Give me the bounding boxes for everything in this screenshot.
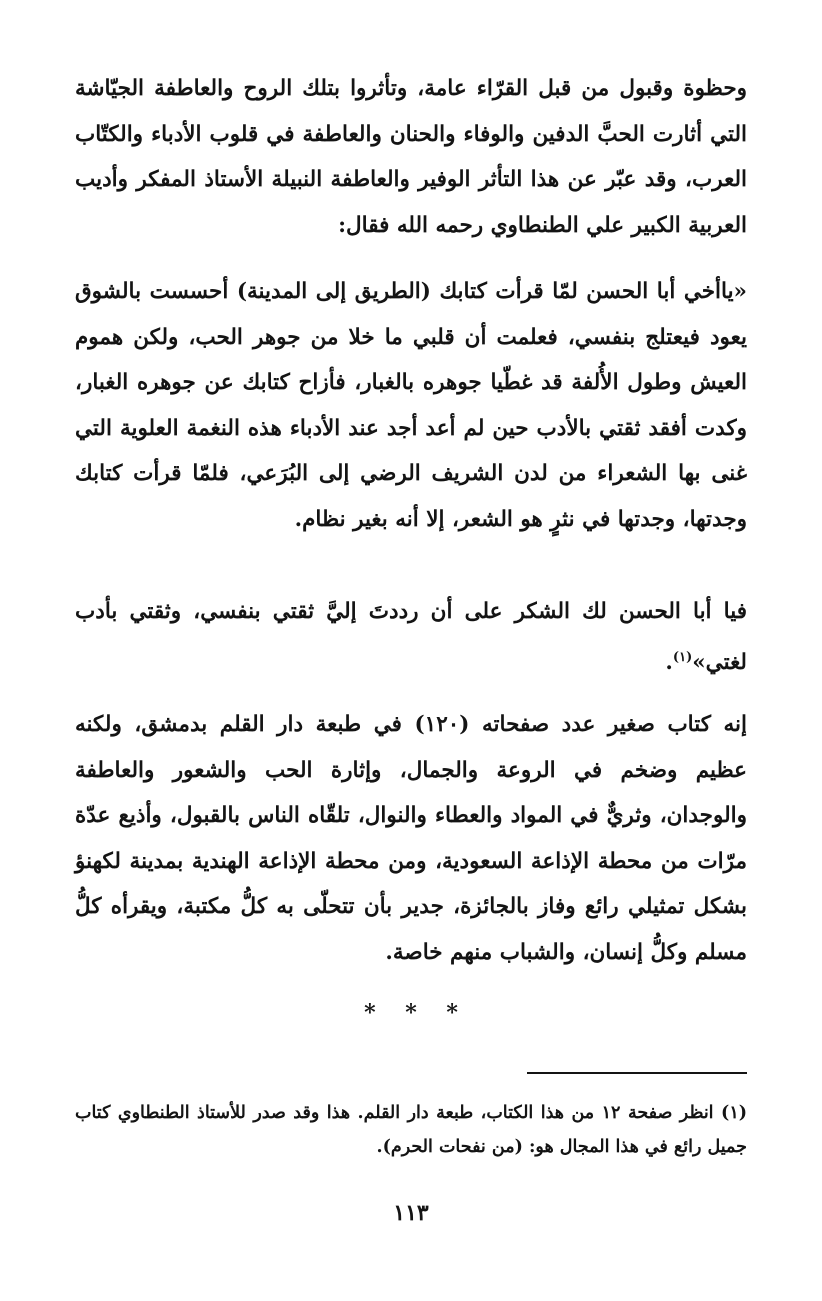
quote-closing-text: فيا أبا الحسن لك الشكر على أن رددتَ إليَّ ثقتي بنفسي، وثقتي بأدب لغتي» [75, 599, 747, 675]
page-number: ١١٣ [393, 1200, 429, 1226]
footnote-reference: (١) [672, 649, 693, 665]
paragraph-text: إنه كتاب صغير عدد صفحاته (١٢٠) في طبعة دار القلم بدمشق، ولكنه عظيم وضخم في الروعة والجمال، وإثارة الحب والشعور والعاطفة والوجدان، وثريٌّ في المواد والعطاء والنوال، تلقّاه الناس بالقبول، وأذيع عدّة مرّات من محطة الإذاعة السعودية، ومن محطة الإذاعة الهندية بمدينة لكهنؤ بشكل تمثيلي رائع وفاز بالجائزة، جدير بأن تتحلّى به كلُّ مكتبة، ويقرأه كلُّ مسلم وكلُّ إنسان، والشباب منهم خاصة. [75, 712, 747, 965]
footnote-divider [527, 1072, 747, 1074]
section-separator: * * * [364, 1000, 458, 1026]
paragraph-text: وحظوة وقبول من قبل القرّاء عامة، وتأثروا بتلك الروح والعاطفة الجيّاشة التي أثارت الحبَّ الدفين والوفاء والحنان والعاطفة في قلوب الأدباء والكتّاب العرب، وقد عبّر عن هذا التأثر الوفير والعاطفة النبيلة الأستاذ المفكر وأديب العربية الكبير علي الطنطاوي رحمه الله فقال: [75, 76, 747, 238]
quote-closing [75, 589, 747, 685]
quote-text: «ياأخي أبا الحسن لمّا قرأت كتابك (الطريق إلى المدينة) أحسست بالشوق يعود فيعتلج بنفسي، فعلمت أن قلبي ما خلا من جوهر الحب، ولكن هموم العيش وطول الأُلفة قد غطّيا جوهره بالغبار، فأزاح كتابك عن جوهره الغبار، وكدت أفقد ثقتي بالأدب حين لم أعد أجد عند الأدباء هذه النغمة العلوية التي غنى بها الشعراء من لدن الشريف الرضي إلى البُرَعي، فلمّا قرأت كتابك وجدتها، وجدتها في نثرٍ هو الشعر، إلا أنه بغير نظام. [75, 279, 747, 532]
paragraph-4 [75, 702, 747, 975]
quote-closing-period: . [665, 649, 673, 675]
quote-closing-paragraph [75, 589, 747, 685]
footnote-text: (١) انظر صفحة ١٢ من هذا الكتاب، طبعة دار القلم. هذا وقد صدر للأستاذ الطنطاوي كتاب جميل رائع في هذا المجال هو: (من نفحات الحرم). [75, 1103, 747, 1157]
paragraph-1 [75, 66, 747, 248]
quote-paragraph [75, 269, 747, 542]
